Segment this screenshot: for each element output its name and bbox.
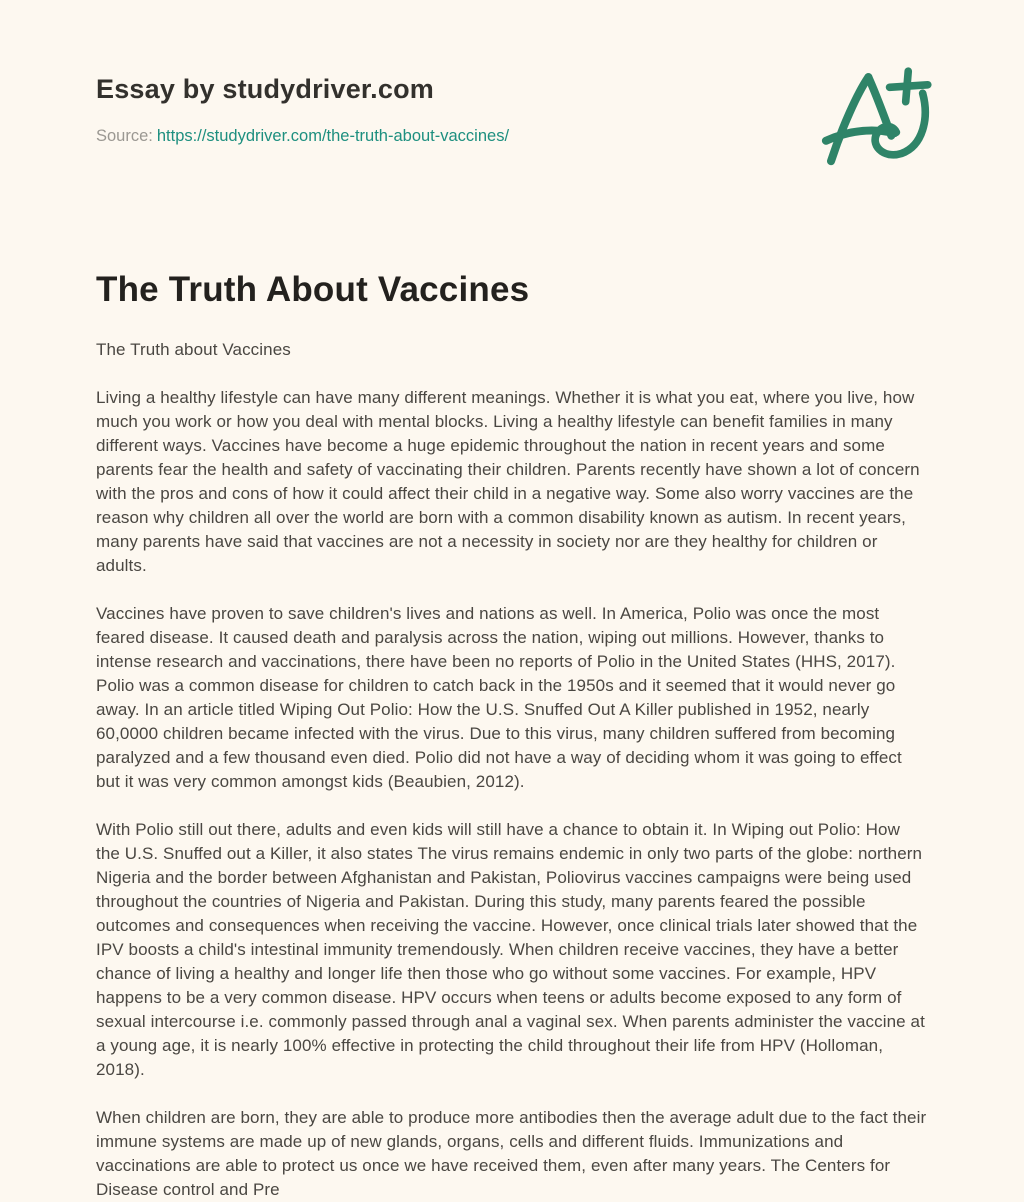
document-header	[96, 72, 928, 168]
page-title: Essay by studydriver.com	[96, 74, 434, 104]
essay-paragraph-2: Vaccines have proven to save children's lives and nations as well. In America, Polio was once the most feared disease. It caused death and paralysis across the nation, wiping out millions. However, thanks to intense research and vaccinations, there have been no reports of Polio in the United States (HHS, 2017). Polio was a common disease for children to catch back in the 1950s and it seemed that it would never go away. In an article titled Wiping Out Polio: How the U.S. Snuffed Out A Killer published in 1952, nearly 60,0000 children became infected with the virus. Due to this virus, many children suffered from becoming paralyzed and a few thousand even died. Polio did not have a way of deciding whom it was going to effect but it was very common amongst kids (Beaubien, 2012).	[96, 604, 902, 791]
source-label: Source:	[96, 127, 153, 145]
essay-paragraph-3: With Polio still out there, adults and even kids will still have a chance to obtain it. In Wiping out Polio: How the U.S. Snuffed out a Killer, it also states The virus remains endemic in only two parts of the globe: northern Nigeria and the border between Afghanistan and Pakistan, Poliovirus vaccines campaigns were being used throughout the countries of Nigeria and Pakistan. During this study, many parents feared the possible outcomes and consequences when receiving the vaccine. However, once clinical trials later showed that the IPV boosts a child's intestinal immunity tremendously. When children receive vaccines, they have a better chance of living a healthy and longer life then those who go without some vaccines. For example, HPV happens to be a very common disease. HPV occurs when teens or adults become exposed to any form of sexual intercourse i.e. commonly passed through anal a vaginal sex. When parents administer the vaccine at a young age, it is nearly 100% effective in protecting the child throughout their life from HPV (Holloman, 2018).	[96, 820, 925, 1079]
header-text-block	[96, 72, 509, 146]
essay-paragraph-4: When children are born, they are able to produce more antibodies then the average adult due to the fact their immune systems are made up of new glands, organs, cells and different fluids. Immunizations and vaccinations are able to protect us once we have received them, even after many years. The Centers for Disease control and Pre	[96, 1108, 927, 1199]
source-line	[96, 127, 509, 146]
essay-paragraph-1: Living a healthy lifestyle can have many different meanings. Whether it is what you eat, where you live, how much you work or how you deal with mental blocks. Living a healthy lifestyle can benefit families in many different ways. Vaccines have become a huge epidemic throughout the nation in recent years and some parents fear the health and safety of vaccinating their children. Parents recently have shown a lot of concern with the pros and cons of how it could affect their child in a negative way. Some also worry vaccines are the reason why children all over the world are born with a common disability known as autism. In recent years, many parents have said that vaccines are not a necessity in society nor are they healthy for children or adults.	[96, 388, 920, 575]
essay-title: The Truth About Vaccines	[96, 270, 530, 309]
a-plus-logo-icon	[820, 66, 932, 168]
essay-body	[96, 338, 928, 1202]
source-url-link[interactable]: https://studydriver.com/the-truth-about-vaccines/	[156, 127, 510, 145]
essay-subtitle-paragraph: The Truth about Vaccines	[96, 340, 291, 359]
